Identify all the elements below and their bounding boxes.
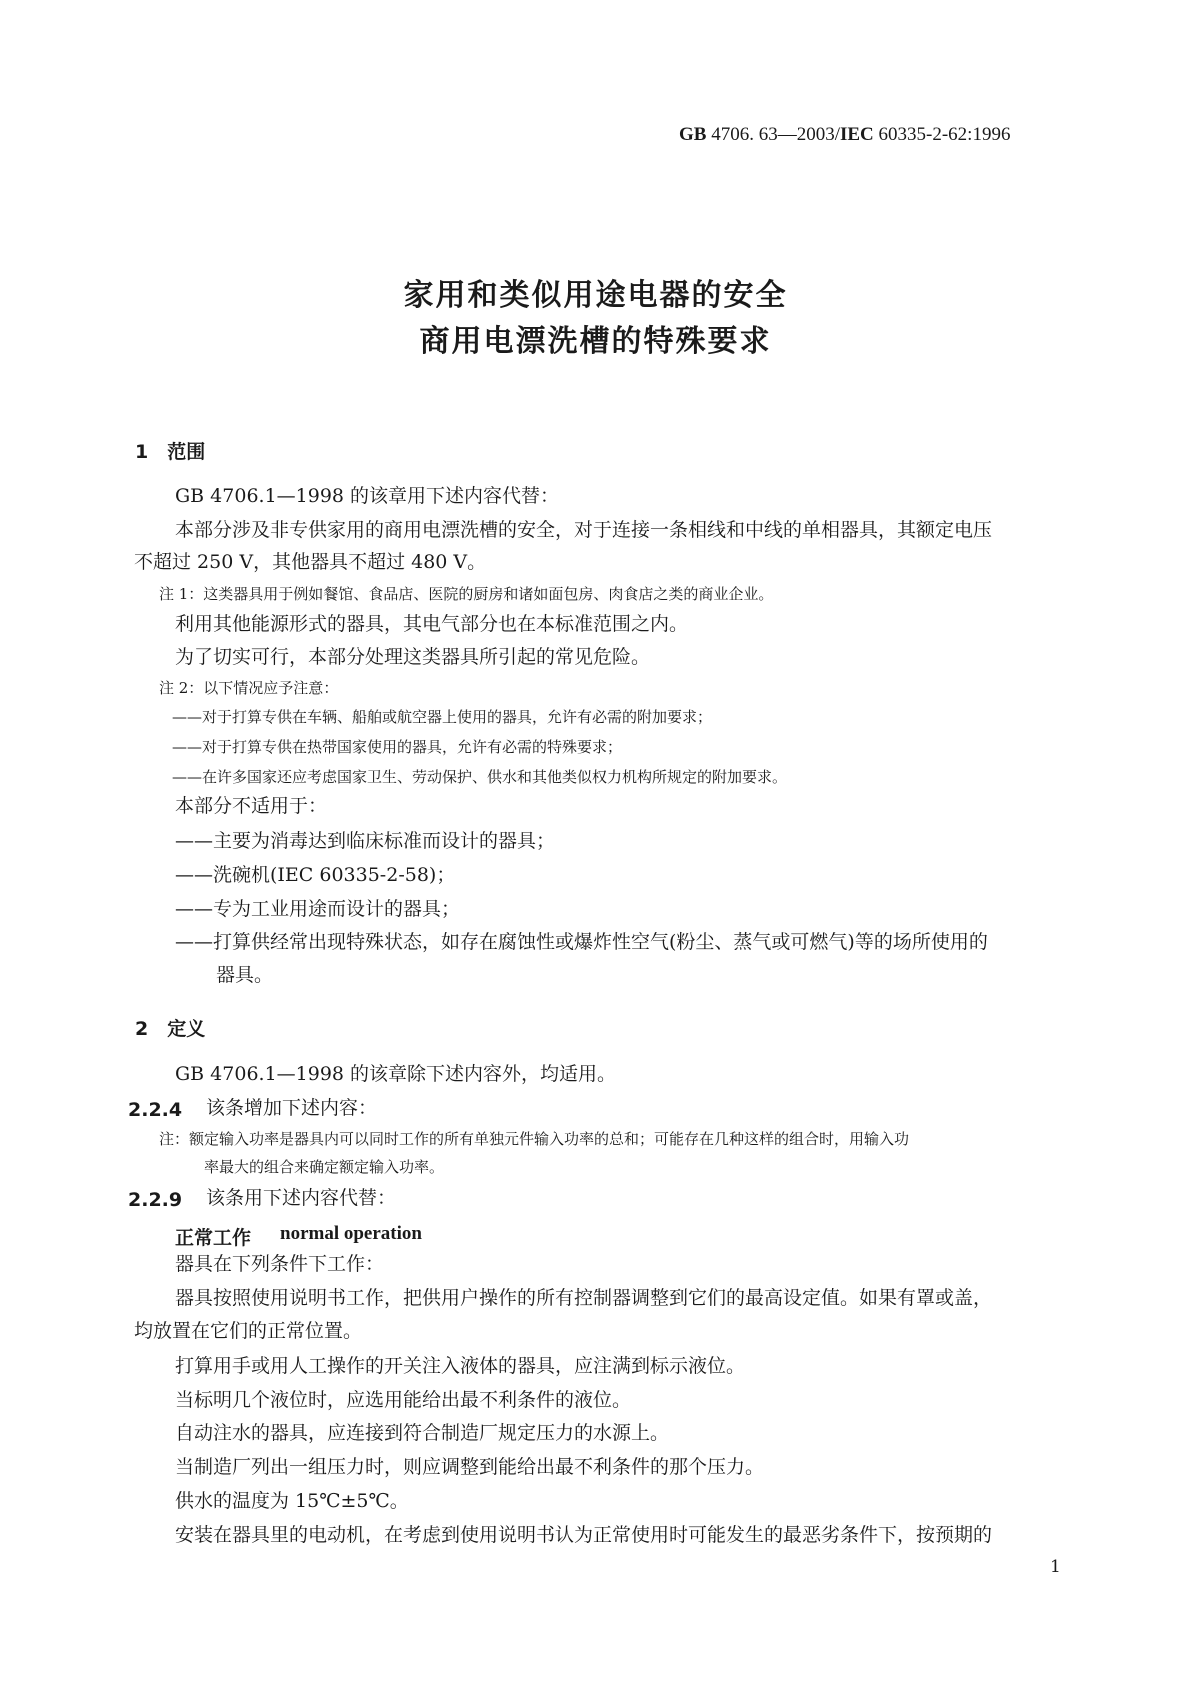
section-1-p4: 为了切实可行，本部分处理这类器具所引起的常见危险。: [175, 646, 651, 668]
definition-paragraph: 当制造厂列出一组压力时，则应调整到能给出最不利条件的那个压力。: [175, 1456, 765, 1478]
clause-2-2-9-text: 该条用下述内容代替：: [206, 1187, 397, 1209]
exclusion-item-continuation: 器具。: [216, 964, 274, 986]
section-1-p2-line2: 不超过 250 V，其他器具不超过 480 V。: [134, 551, 487, 573]
exclusion-item: ——主要为消毒达到临床标准而设计的器具；: [175, 830, 556, 852]
title-line-1: 家用和类似用途电器的安全: [403, 278, 788, 313]
note-2-item: ——在许多国家还应考虑国家卫生、劳动保护、供水和其他类似权力机构所规定的附加要求。: [172, 768, 788, 786]
section-2-heading: 2 定义: [135, 1018, 206, 1040]
definition-paragraph: 打算用手或用人工操作的开关注入液体的器具，应注满到标示液位。: [175, 1355, 746, 1377]
section-1-note-1: 注 1：这类器具用于例如餐馆、食品店、医院的厨房和诸如面包房、肉食店之类的商业企业。: [159, 585, 774, 603]
clause-2-2-4-number: 2.2.4: [128, 1099, 183, 1121]
standard-number-mid: 4706. 63—2003/: [706, 124, 840, 145]
section-2-p1: GB 4706.1—1998 的该章除下述内容外，均适用。: [175, 1063, 617, 1085]
exclusion-item: ——专为工业用途而设计的器具；: [175, 898, 461, 920]
note-2-item: ——对于打算专供在车辆、船舶或航空器上使用的器具，允许有必需的附加要求；: [172, 708, 713, 726]
definition-paragraph: 自动注水的器具，应连接到符合制造厂规定压力的水源上。: [175, 1422, 670, 1444]
section-1-note-2: 注 2：以下情况应予注意：: [159, 679, 339, 697]
standard-number-tail: 60335-2-62:1996: [873, 124, 1011, 145]
exclusion-item: ——打算供经常出现特殊状态，如存在腐蚀性或爆炸性空气(粉尘、蒸气或可燃气)等的场所使用的: [175, 931, 988, 953]
definition-paragraph: 供水的温度为 15℃±5℃。: [175, 1490, 409, 1512]
section-1-p1: GB 4706.1—1998 的该章用下述内容代替：: [175, 485, 560, 507]
title-line-2: 商用电漂洗槽的特殊要求: [419, 324, 772, 359]
page-number: 1: [1050, 1557, 1061, 1577]
clause-2-2-4-note-line1: 注：额定输入功率是器具内可以同时工作的所有单独元件输入功率的总和；可能存在几种这样的组合时，用输入功: [159, 1130, 910, 1148]
definition-paragraph: 当标明几个液位时，应选用能给出最不利条件的液位。: [175, 1389, 632, 1411]
definition-paragraph: 器具在下列条件下工作：: [175, 1253, 385, 1275]
clause-2-2-4-note-line2: 率最大的组合来确定额定输入功率。: [204, 1158, 445, 1176]
section-1-p5: 本部分不适用于：: [175, 795, 328, 817]
clause-2-2-4-text: 该条增加下述内容：: [206, 1097, 378, 1119]
term-cn: 正常工作: [175, 1227, 252, 1249]
section-1-heading: 1 范围: [135, 441, 206, 463]
term-en: normal operation: [280, 1223, 422, 1244]
exclusion-item: ——洗碗机(IEC 60335-2-58)；: [175, 864, 456, 886]
standard-number-iec: IEC: [839, 124, 874, 145]
standard-number-gb: GB: [679, 124, 707, 145]
definition-paragraph: 安装在器具里的电动机，在考虑到使用说明书认为正常使用时可能发生的最恶劣条件下，按预期的: [175, 1524, 993, 1546]
note-2-item: ——对于打算专供在热带国家使用的器具，允许有必需的特殊要求；: [172, 738, 623, 756]
section-1-p3: 利用其他能源形式的器具，其电气部分也在本标准范围之内。: [175, 613, 689, 635]
definition-paragraph: 器具按照使用说明书工作，把供用户操作的所有控制器调整到它们的最高设定值。如果有罩或盖，: [175, 1287, 993, 1309]
definition-paragraph: 均放置在它们的正常位置。: [134, 1320, 363, 1342]
clause-2-2-9-number: 2.2.9: [128, 1189, 183, 1211]
standard-number: [679, 124, 1010, 146]
section-1-p2-line1: 本部分涉及非专供家用的商用电漂洗槽的安全，对于连接一条相线和中线的单相器具，其额定电压: [175, 519, 993, 541]
